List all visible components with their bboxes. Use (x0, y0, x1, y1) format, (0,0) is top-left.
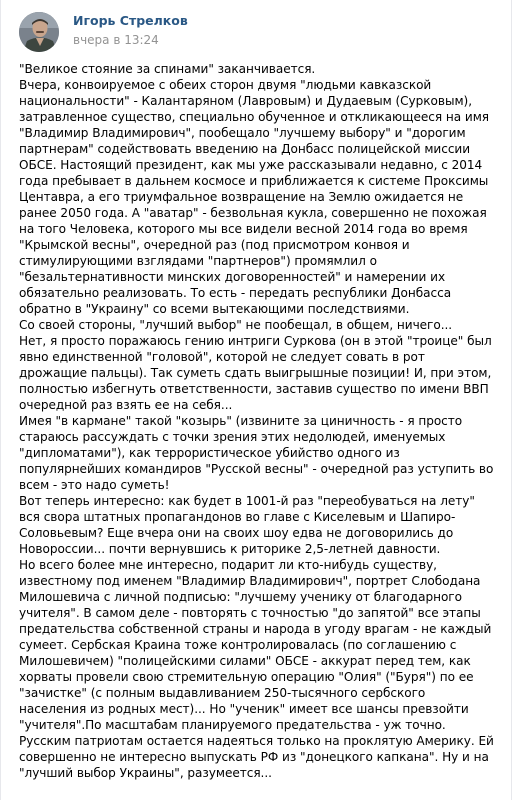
post-text (19, 61, 495, 781)
post-header (19, 12, 489, 52)
author-name-link[interactable]: Игорь Стрелков (73, 13, 188, 28)
post-paragraph-5: Имея "в кармане" такой "козырь" (извините за циничность - я просто стараюсь рассуждать с точки зрения этих недолюдей, именуемых "дипломатами"), как террористическое убийство одного из популярнейших командиров "Русской весны" - очередной раз уступить во всем - это надо суметь! (19, 414, 494, 492)
author-avatar[interactable] (19, 12, 59, 52)
post-paragraph-2: Вчера, конвоируемое с обеих сторон двумя "людьми кавказской национальности" - Калантаряном (Лавровым) и Дудаевым (Сурковым), затравленное существо, специально обученное и откликающееся на имя "Владимир Владимирович", пообещало "лучшему выбору" и "дорогим партнерам" содействовать введению на Донбасс полицейской миссии ОБСЕ. Настоящий президент, как мы уже рассказывали недавно, с 2014 года пребывает в дальнем космосе и приближается к системе Проксимы Центавра, а его триумфальное возвращение на Землю ожидается не ранее 2050 года. А "аватар" - безвольная кукла, совершенно не похожая на того Человека, которого мы все видели весной 2014 года во время "Крымской весны", очередной раз (под присмотром конвоя и стимулирующими взглядами "партнеров") промямлил о "безальтернативности минских договоренностей" и намерении их обязательно реализовать. То есть - передать республики Донбасса обратно в "Украину" со всеми вытекающими последствиями. (19, 78, 490, 316)
avatar-photo-icon (19, 12, 59, 52)
post-timestamp-link[interactable]: вчера в 13:24 (73, 33, 159, 47)
post-paragraph-1: "Великое стояние за спинами" заканчивается. (19, 62, 316, 76)
post-paragraph-4: Нет, я просто поражаюсь гению интриги Суркова (он в этой "троице" был явно единственной "головой", которой не следует совать в рот дрожащие пальцы). Так суметь сдать выигрышные позиции! И, при этом, полностью избегнуть ответственности, заставив существо по имени ВВП очередной раз взять ее на себя... (19, 334, 492, 412)
post-paragraph-3: Со своей стороны, "лучший выбор" не пообещал, в общем, ничего... (19, 318, 453, 332)
post-paragraph-7: Но всего более мне интересно, подарит ли кто-нибудь существу, известному под именем "Владимир Владимирович", портрет Слободана Милошевича с личной подписью: "лучшему ученику от благодарного учителя". В самом деле - повторять с точностью "до запятой" все этапы предательства собственной страны и народа в угоду врагам - не каждый сумеет. Сербская Краина тоже контролировалась (по соглашению с Милошевичем) "полицейскими силами" ОБСЕ - аккурат перед тем, как хорваты провели свою стремительную операцию "Олия" ("Буря") по ее "зачистке" (с полным выдавливанием 250-тысячного сербского населения из родных мест)... Но "ученик" имеет все шансы превзойти "учителя".По масштабам планируемого предательства - уж точно. (19, 558, 492, 732)
post-paragraph-6: Вот теперь интересно: как будет в 1001-й раз "переобуваться на лету" вся свора штатных пропагандонов во главе с Киселевым и Шапиро-Соловьевым? Еще вчера они на своих шоу едва не договорились до Новороссии... почти вернувшись к риторике 2,5-летней давности. (19, 494, 475, 556)
post-paragraph-8: Русским патриотам остается надеяться только на проклятую Америку. Ей совершенно не интересно выпускать РФ из "донецкого капкана". Ну и на "лучший выбор Украины", разумеется... (19, 734, 494, 780)
